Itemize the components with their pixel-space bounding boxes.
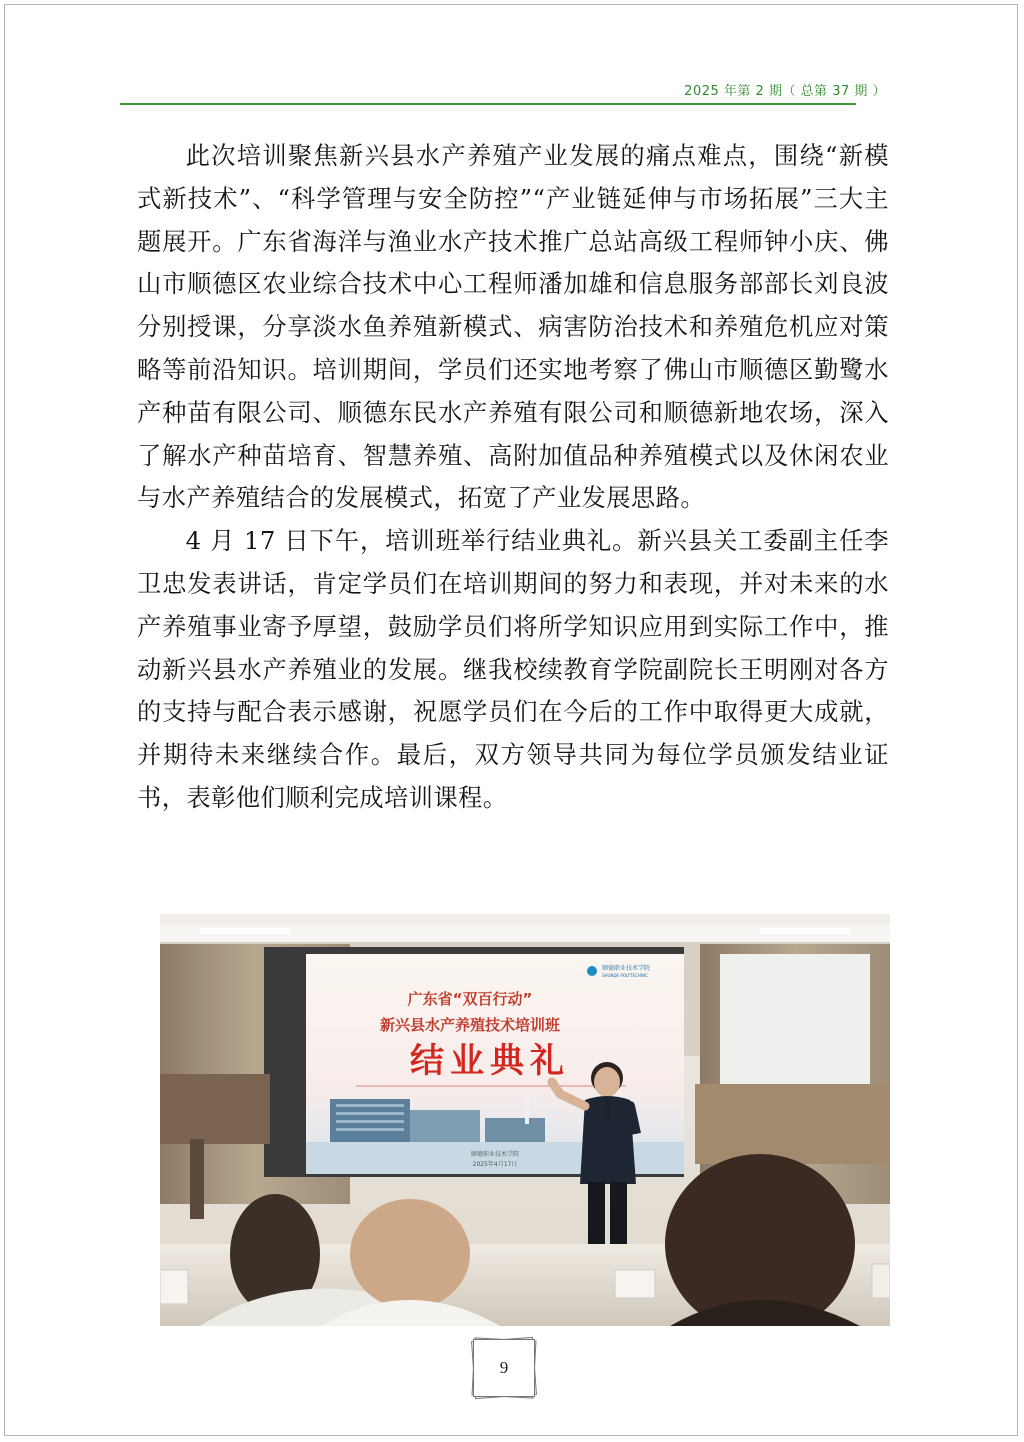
ceremony-photo xyxy=(160,914,890,1326)
slide-title-3: 结业典礼 xyxy=(410,1041,570,1081)
paragraph: 此次培训聚焦新兴县水产养殖产业发展的痛点难点，围绕“新模式新技术”、“科学管理与安全防控”“产业链延伸与市场拓展”三大主题展开。广东省海洋与渔业水产技术推广总站高级工程师钟小庆、佛山市顺德区农业综合技术中心工程师潘加雄和信息服务部部长刘良波分别授课，分享淡水鱼养殖新模式、病害防治技术和养殖危机应对策略等前沿知识。培训期间，学员们还实地考察了佛山市顺德区勤鹭水产种苗有限公司、顺德东民水产养殖有限公司和顺德新地农场，深入了解水产种苗培育、智慧养殖、高附加值品种养殖模式以及休闲农业与水产养殖结合的发展模式，拓宽了产业发展思路。 xyxy=(137,141,889,513)
slide-footer-org: 顺德职业技术学院 xyxy=(470,1151,520,1158)
slide-logo: 顺德职业技术学院 xyxy=(602,965,651,972)
article-body xyxy=(137,135,889,820)
page-number: 9 xyxy=(499,1358,509,1377)
slide-footer-date: 2025年4月17日 xyxy=(472,1161,518,1168)
slide-title-2: 新兴县水产养殖技术培训班 xyxy=(379,1016,561,1034)
slide-title-1: 广东省“双百行动” xyxy=(407,990,533,1008)
page-number-box xyxy=(473,1339,535,1397)
paragraph: 4 月 17 日下午，培训班举行结业典礼。新兴县关工委副主任李卫忠发表讲话，肯定学员们在培训期间的努力和表现，并对未来的水产养殖事业寄予厚望，鼓励学员们将所学知识应用到实际工作中，推动新兴县水产养殖业的发展。继我校续教育学院副院长王明刚对各方的支持与配合表示感谢，祝愿学员们在今后的工作中取得更大成就，并期待未来继续合作。最后，双方领导共同为每位学员颁发结业证书，表彰他们顺利完成培训课程。 xyxy=(137,526,889,812)
issue-label: 2025 年第 2 期（ 总第 37 期 ） xyxy=(684,84,886,99)
header-rule xyxy=(120,103,856,105)
slide-logo-en: SHUNDE POLYTECHNIC xyxy=(602,973,648,978)
